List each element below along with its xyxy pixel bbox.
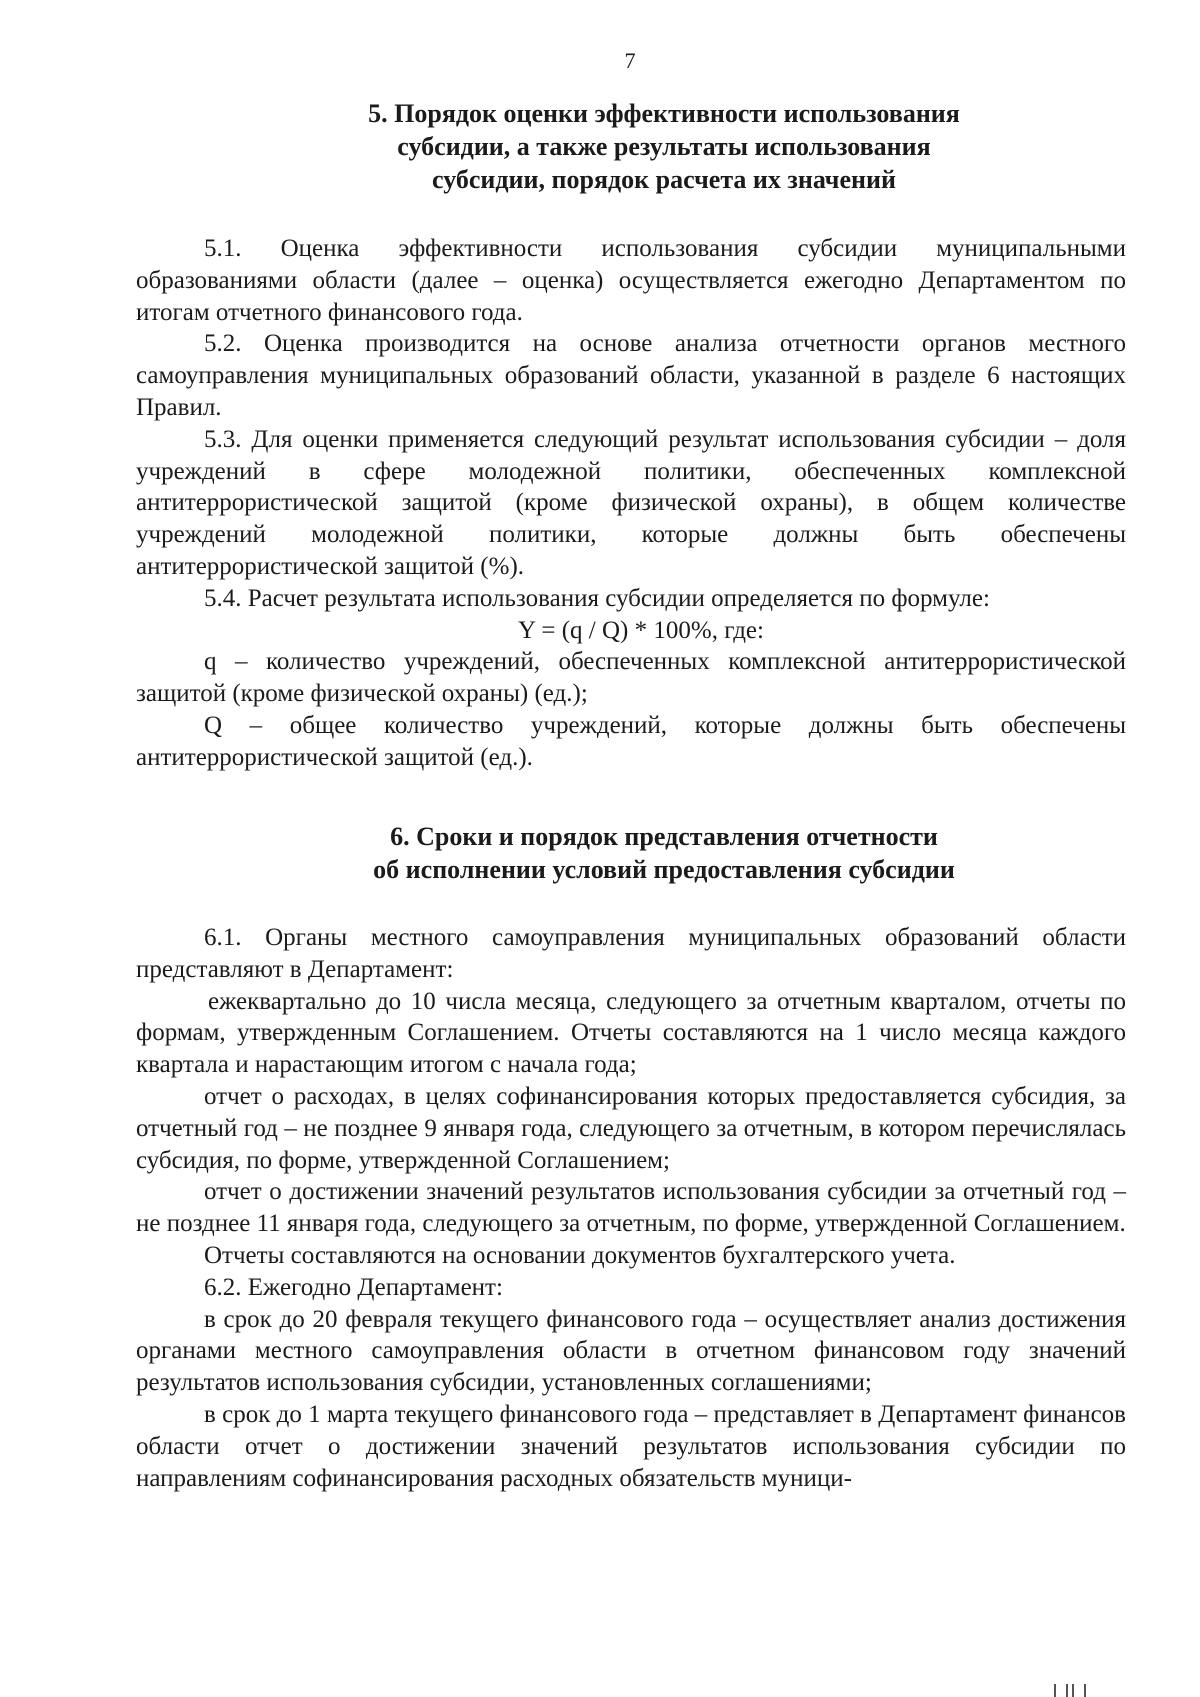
paragraph-report-deadline: в срок до 1 марта текущего финансового года – представляет в Департамент финансов области отчет о достижении значений результатов использования субсидии по направлениям софинансирования расходных обязательств муници- bbox=[136, 1400, 1126, 1492]
paragraph-6-2: 6.2. Ежегодно Департамент: bbox=[204, 1273, 503, 1301]
section-6-title bbox=[0, 820, 1200, 886]
scan-marks bbox=[1050, 1684, 1090, 1697]
section-6-title-line-2: об исполнении условий предоставления субсидии bbox=[373, 855, 955, 884]
paragraph-5-1: 5.1. Оценка эффективности использования субсидии муниципальными образованиями области (далее – оценка) осуществляется ежегодно Департаментом по итогам отчетного финансового года. bbox=[136, 235, 1126, 326]
paragraph-quarterly-reports: ежеквартально до 10 числа месяца, следующего за отчетным кварталом, отчеты по формам, утвержденным Соглашением. Отчеты составляются на 1 число месяца каждого квартала и нарастающим итогом с начала года; bbox=[136, 987, 1126, 1079]
section-5-title-line-2: субсидии, а также результаты использования bbox=[397, 132, 931, 161]
section-5-title-line-3: субсидии, порядок расчета их значений bbox=[432, 165, 896, 194]
formula: Y = (q / Q) * 100%, где: bbox=[518, 616, 764, 644]
section-5-title bbox=[0, 97, 1200, 196]
paragraph-5-2: 5.2. Оценка производится на основе анализа отчетности органов местного самоуправления муниципальных образований области, указанной в разделе 6 настоящих Правил. bbox=[136, 330, 1126, 421]
paragraph-accounting-basis: Отчеты составляются на основании документов бухгалтерского учета. bbox=[204, 1241, 956, 1269]
definition-q: q – количество учреждений, обеспеченных комплексной антитеррористической защитой (кроме физической охраны) (ед.); bbox=[136, 648, 1126, 708]
paragraph-5-3: 5.3. Для оценки применяется следующий результат использования субсидии – доля учреждений в сфере молодежной политики, обеспеченных комплексной антитеррористической защитой (кроме физической охраны), в общем количестве учреждений молодежной политики, которые должны быть обеспечены антитеррористической защитой (%). bbox=[136, 425, 1126, 580]
paragraph-analysis-deadline: в срок до 20 февраля текущего финансового года – осуществляет анализ достижения органами местного самоуправления области в отчетном финансовом году значений результатов использования субсидии, установленных соглашениями; bbox=[136, 1305, 1126, 1397]
section-5-title-line-1: 5. Порядок оценки эффективности использования bbox=[368, 99, 960, 128]
paragraph-expense-report: отчет о расходах, в целях софинансирования которых предоставляется субсидия, за отчетный год – не позднее 9 января года, следующего за отчетным, в котором перечислялась субсидия, по форме, утвержденной Соглашением; bbox=[136, 1082, 1126, 1174]
page-number: 7 bbox=[624, 48, 636, 73]
paragraph-6-1: 6.1. Органы местного самоуправления муниципальных образований области представляют в Департамент: bbox=[136, 924, 1126, 983]
section-5-body bbox=[136, 233, 1126, 774]
section-6-title-line-1: 6. Сроки и порядок представления отчетности bbox=[390, 822, 938, 851]
paragraph-5-4: 5.4. Расчет результата использования субсидии определяется по формуле: bbox=[204, 584, 990, 612]
paragraph-results-report: отчет о достижении значений результатов использования субсидии за отчетный год – не позднее 11 января года, следующего за отчетным, по форме, утвержденной Соглашением. bbox=[136, 1178, 1126, 1238]
section-6-body bbox=[136, 922, 1126, 1494]
definition-Q: Q – общее количество учреждений, которые должны быть обеспечены антитеррористической защитой (ед.). bbox=[136, 711, 1126, 771]
